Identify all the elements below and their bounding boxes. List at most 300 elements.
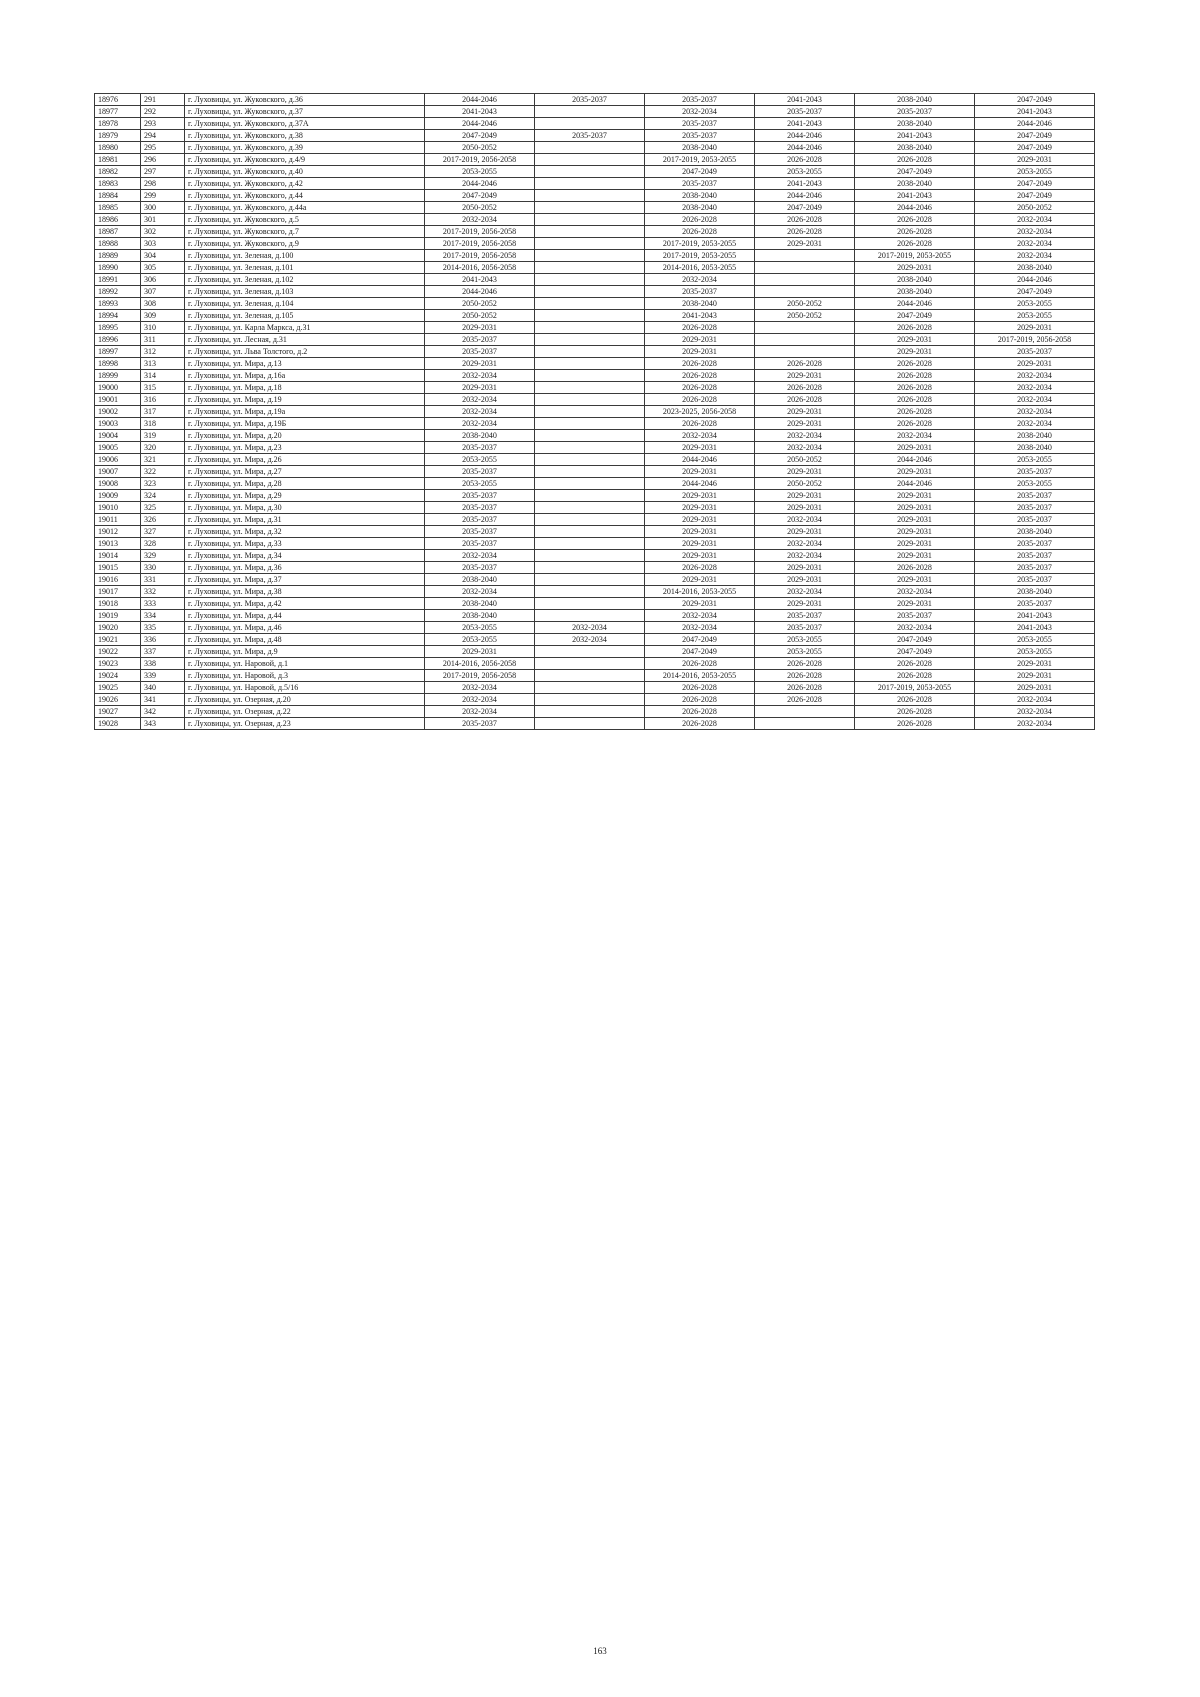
table-cell — [535, 406, 645, 418]
table-cell: 2053-2055 — [975, 166, 1095, 178]
table-cell: 2035-2037 — [535, 130, 645, 142]
table-cell: 2044-2046 — [855, 478, 975, 490]
table-cell: 2023-2025, 2056-2058 — [645, 406, 755, 418]
table-cell: 2032-2034 — [975, 718, 1095, 730]
table-cell: 2029-2031 — [855, 598, 975, 610]
table-cell: 2029-2031 — [975, 658, 1095, 670]
table-cell: г. Луховицы, ул. Мира, д.38 — [185, 586, 425, 598]
table-cell — [535, 370, 645, 382]
table-cell: 2053-2055 — [755, 166, 855, 178]
table-cell: 2032-2034 — [975, 370, 1095, 382]
table-cell: г. Луховицы, ул. Жуковского, д.37А — [185, 118, 425, 130]
table-cell: 18995 — [95, 322, 141, 334]
table-row — [95, 202, 1095, 214]
table-cell: 302 — [141, 226, 185, 238]
table-row — [95, 718, 1095, 730]
table-row — [95, 562, 1095, 574]
table-cell: 2035-2037 — [975, 502, 1095, 514]
table-cell: 18996 — [95, 334, 141, 346]
table-cell: г. Луховицы, ул. Мира, д.46 — [185, 622, 425, 634]
table-row — [95, 370, 1095, 382]
table-cell: 2026-2028 — [855, 694, 975, 706]
table-row — [95, 622, 1095, 634]
table-row — [95, 478, 1095, 490]
table-cell — [535, 442, 645, 454]
table-cell: 299 — [141, 190, 185, 202]
table-cell — [535, 430, 645, 442]
table-row — [95, 514, 1095, 526]
table-cell: г. Луховицы, ул. Мира, д.33 — [185, 538, 425, 550]
table-cell: 2026-2028 — [645, 718, 755, 730]
table-cell: 307 — [141, 286, 185, 298]
table-cell: 2026-2028 — [645, 382, 755, 394]
table-cell — [535, 562, 645, 574]
table-cell — [535, 706, 645, 718]
table-cell: 2050-2052 — [975, 202, 1095, 214]
table-cell: 18992 — [95, 286, 141, 298]
table-cell: 2032-2034 — [755, 586, 855, 598]
table-cell: 19002 — [95, 406, 141, 418]
table-cell: 2041-2043 — [755, 118, 855, 130]
table-cell: 2029-2031 — [855, 490, 975, 502]
table-row — [95, 322, 1095, 334]
table-cell: 2026-2028 — [755, 658, 855, 670]
table-cell: 2050-2052 — [425, 310, 535, 322]
table-cell: 2053-2055 — [425, 166, 535, 178]
table-cell: 2047-2049 — [855, 646, 975, 658]
table-cell: 2029-2031 — [645, 502, 755, 514]
table-cell — [535, 286, 645, 298]
table-cell: 337 — [141, 646, 185, 658]
table-row — [95, 238, 1095, 250]
table-cell: 2029-2031 — [645, 514, 755, 526]
table-cell — [535, 538, 645, 550]
table-cell: 339 — [141, 670, 185, 682]
table-cell: 18984 — [95, 190, 141, 202]
table-row — [95, 358, 1095, 370]
table-cell: 336 — [141, 634, 185, 646]
table-cell: 18990 — [95, 262, 141, 274]
table-row — [95, 418, 1095, 430]
table-cell: 2017-2019, 2056-2058 — [425, 250, 535, 262]
table-cell: 2017-2019, 2056-2058 — [425, 238, 535, 250]
table-cell: 2050-2052 — [755, 454, 855, 466]
table-cell: 2035-2037 — [425, 526, 535, 538]
table-cell: 18979 — [95, 130, 141, 142]
table-cell: 2035-2037 — [425, 562, 535, 574]
table-cell: 2050-2052 — [425, 298, 535, 310]
table-row — [95, 346, 1095, 358]
table-cell: 2044-2046 — [855, 298, 975, 310]
table-cell: г. Луховицы, ул. Зеленая, д.100 — [185, 250, 425, 262]
table-cell: 2047-2049 — [755, 202, 855, 214]
table-cell: 2047-2049 — [975, 94, 1095, 106]
table-cell: 2032-2034 — [755, 442, 855, 454]
table-cell: 2035-2037 — [975, 574, 1095, 586]
table-cell: 2029-2031 — [975, 322, 1095, 334]
table-cell: 2053-2055 — [755, 646, 855, 658]
table-row — [95, 106, 1095, 118]
table-cell: 2047-2049 — [975, 286, 1095, 298]
table-cell: 2053-2055 — [975, 454, 1095, 466]
table-cell: 2029-2031 — [755, 370, 855, 382]
table-cell: 340 — [141, 682, 185, 694]
table-cell: г. Луховицы, ул. Зеленая, д.104 — [185, 298, 425, 310]
table-cell: г. Луховицы, ул. Мира, д.32 — [185, 526, 425, 538]
table-row — [95, 646, 1095, 658]
table-cell: 2035-2037 — [975, 490, 1095, 502]
table-cell: 19010 — [95, 502, 141, 514]
table-cell: 2050-2052 — [755, 298, 855, 310]
table-cell: 2029-2031 — [645, 538, 755, 550]
table-cell: 2032-2034 — [425, 694, 535, 706]
table-cell: г. Луховицы, ул. Наровой, д.3 — [185, 670, 425, 682]
table-cell: 2029-2031 — [975, 682, 1095, 694]
table-cell: 2029-2031 — [425, 322, 535, 334]
table-cell: 2053-2055 — [425, 634, 535, 646]
table-cell: 19022 — [95, 646, 141, 658]
table-cell: 343 — [141, 718, 185, 730]
table-cell: 19014 — [95, 550, 141, 562]
table-cell — [535, 694, 645, 706]
table-row — [95, 166, 1095, 178]
table-cell: 2029-2031 — [645, 490, 755, 502]
table-cell: 2047-2049 — [975, 178, 1095, 190]
table-cell: г. Луховицы, ул. Наровой, д.5/16 — [185, 682, 425, 694]
table-cell: 320 — [141, 442, 185, 454]
table-cell: г. Луховицы, ул. Зеленая, д.102 — [185, 274, 425, 286]
table-cell: 2032-2034 — [755, 430, 855, 442]
table-cell: 2026-2028 — [855, 370, 975, 382]
table-cell: 2029-2031 — [975, 154, 1095, 166]
table-cell: 332 — [141, 586, 185, 598]
table-cell: 2050-2052 — [755, 310, 855, 322]
page-number: 163 — [593, 1646, 607, 1656]
table-cell: 312 — [141, 346, 185, 358]
table-cell — [535, 154, 645, 166]
table-cell: 2026-2028 — [755, 682, 855, 694]
table-cell: 2035-2037 — [425, 466, 535, 478]
table-cell: 2029-2031 — [755, 574, 855, 586]
table-cell — [535, 358, 645, 370]
table-cell: 2014-2016, 2053-2055 — [645, 262, 755, 274]
table-cell: 2029-2031 — [855, 514, 975, 526]
table-cell: 2029-2031 — [855, 502, 975, 514]
table-cell: 333 — [141, 598, 185, 610]
table-cell — [535, 526, 645, 538]
table-cell: г. Луховицы, ул. Мира, д.18 — [185, 382, 425, 394]
table-row — [95, 610, 1095, 622]
table-cell: 2026-2028 — [855, 418, 975, 430]
table-cell: 309 — [141, 310, 185, 322]
table-cell: 314 — [141, 370, 185, 382]
table-cell: 2026-2028 — [645, 694, 755, 706]
table-cell: 2050-2052 — [425, 142, 535, 154]
table-cell: 19013 — [95, 538, 141, 550]
table-cell: 2029-2031 — [855, 262, 975, 274]
table-cell: 2032-2034 — [425, 406, 535, 418]
table-cell — [535, 214, 645, 226]
table-cell: 2014-2016, 2056-2058 — [425, 658, 535, 670]
table-cell: 19016 — [95, 574, 141, 586]
table-cell: 2035-2037 — [425, 514, 535, 526]
table-row — [95, 682, 1095, 694]
table-cell — [535, 226, 645, 238]
table-cell: 2032-2034 — [755, 550, 855, 562]
table-cell: 2035-2037 — [975, 562, 1095, 574]
table-cell: 2026-2028 — [855, 658, 975, 670]
table-cell: 2035-2037 — [975, 598, 1095, 610]
table-cell: 2014-2016, 2053-2055 — [645, 586, 755, 598]
table-cell: 2035-2037 — [975, 466, 1095, 478]
table-cell: 2035-2037 — [645, 118, 755, 130]
table-cell: 2029-2031 — [645, 466, 755, 478]
table-cell: г. Луховицы, ул. Озерная, д.22 — [185, 706, 425, 718]
table-cell: 2053-2055 — [975, 634, 1095, 646]
table-cell: г. Луховицы, ул. Мира, д.19а — [185, 406, 425, 418]
table-cell: 327 — [141, 526, 185, 538]
table-cell: 2032-2034 — [645, 106, 755, 118]
table-cell: 301 — [141, 214, 185, 226]
table-cell: 2047-2049 — [975, 130, 1095, 142]
table-row — [95, 334, 1095, 346]
table-cell: 2029-2031 — [425, 382, 535, 394]
table-cell: 2026-2028 — [755, 214, 855, 226]
table-cell: 2032-2034 — [645, 610, 755, 622]
table-cell: 305 — [141, 262, 185, 274]
table-row — [95, 442, 1095, 454]
table-cell: 2026-2028 — [755, 226, 855, 238]
table-cell: 325 — [141, 502, 185, 514]
table-row — [95, 502, 1095, 514]
table-cell: 2038-2040 — [975, 586, 1095, 598]
table-cell: 2038-2040 — [975, 442, 1095, 454]
table-cell: г. Луховицы, ул. Мира, д.19 — [185, 394, 425, 406]
table-cell: 2044-2046 — [975, 274, 1095, 286]
table-row — [95, 286, 1095, 298]
table-cell: 2026-2028 — [855, 358, 975, 370]
table-cell: 18986 — [95, 214, 141, 226]
table-cell — [535, 178, 645, 190]
table-row — [95, 298, 1095, 310]
table-cell: 2035-2037 — [645, 178, 755, 190]
table-cell: 2029-2031 — [855, 574, 975, 586]
table-row — [95, 706, 1095, 718]
table-cell: 2038-2040 — [855, 118, 975, 130]
table-cell: 2053-2055 — [975, 646, 1095, 658]
table-cell: 2053-2055 — [425, 622, 535, 634]
table-cell: 2038-2040 — [645, 190, 755, 202]
table-cell: 2038-2040 — [425, 598, 535, 610]
table-cell — [535, 106, 645, 118]
table-cell — [535, 550, 645, 562]
table-cell: г. Луховицы, ул. Жуковского, д.7 — [185, 226, 425, 238]
schedule-table — [94, 93, 1095, 730]
table-cell: 294 — [141, 130, 185, 142]
table-cell: 2047-2049 — [645, 646, 755, 658]
table-cell: 2047-2049 — [975, 190, 1095, 202]
table-cell: 2038-2040 — [645, 298, 755, 310]
table-cell — [535, 382, 645, 394]
table-cell: 2026-2028 — [855, 394, 975, 406]
table-cell: г. Луховицы, ул. Жуковского, д.36 — [185, 94, 425, 106]
table-cell: 2053-2055 — [425, 478, 535, 490]
table-cell: г. Луховицы, ул. Мира, д.29 — [185, 490, 425, 502]
table-cell: 2029-2031 — [645, 598, 755, 610]
table-cell: г. Луховицы, ул. Жуковского, д.44 — [185, 190, 425, 202]
table-cell: г. Луховицы, ул. Мира, д.36 — [185, 562, 425, 574]
table-cell: г. Луховицы, ул. Мира, д.27 — [185, 466, 425, 478]
table-row — [95, 190, 1095, 202]
table-cell: 2035-2037 — [645, 286, 755, 298]
table-row — [95, 274, 1095, 286]
table-cell: 341 — [141, 694, 185, 706]
table-cell: 2032-2034 — [975, 382, 1095, 394]
table-cell: 2026-2028 — [645, 658, 755, 670]
table-row — [95, 94, 1095, 106]
table-cell: 2032-2034 — [425, 418, 535, 430]
table-cell: 2035-2037 — [645, 130, 755, 142]
table-cell: 2026-2028 — [645, 706, 755, 718]
table-row — [95, 142, 1095, 154]
table-cell: 2017-2019, 2053-2055 — [855, 682, 975, 694]
table-cell: 2038-2040 — [425, 610, 535, 622]
table-cell: 2038-2040 — [425, 430, 535, 442]
table-row — [95, 490, 1095, 502]
table-cell: 2041-2043 — [755, 178, 855, 190]
table-row — [95, 550, 1095, 562]
table-cell: 311 — [141, 334, 185, 346]
table-cell — [535, 454, 645, 466]
table-cell: 2032-2034 — [755, 538, 855, 550]
table-cell: 19003 — [95, 418, 141, 430]
table-cell: 2044-2046 — [645, 454, 755, 466]
table-cell: 19023 — [95, 658, 141, 670]
table-cell — [535, 574, 645, 586]
table-cell — [535, 514, 645, 526]
table-cell: 2032-2034 — [855, 622, 975, 634]
table-cell: 342 — [141, 706, 185, 718]
table-cell — [535, 274, 645, 286]
table-cell: 2032-2034 — [975, 706, 1095, 718]
table-cell: 18997 — [95, 346, 141, 358]
table-cell: 2053-2055 — [975, 310, 1095, 322]
table-row — [95, 214, 1095, 226]
table-cell: 18998 — [95, 358, 141, 370]
table-cell: 2044-2046 — [855, 202, 975, 214]
table-cell — [535, 334, 645, 346]
table-cell: 2032-2034 — [755, 514, 855, 526]
table-cell: 2029-2031 — [855, 538, 975, 550]
table-cell: 19006 — [95, 454, 141, 466]
table-cell: г. Луховицы, ул. Мира, д.44 — [185, 610, 425, 622]
table-cell: 326 — [141, 514, 185, 526]
table-cell — [535, 658, 645, 670]
table-cell: 2038-2040 — [855, 142, 975, 154]
table-cell: 338 — [141, 658, 185, 670]
table-cell: 2029-2031 — [755, 598, 855, 610]
table-cell: 2047-2049 — [425, 130, 535, 142]
table-cell: 19000 — [95, 382, 141, 394]
table-cell: 2026-2028 — [645, 418, 755, 430]
table-cell: 19027 — [95, 706, 141, 718]
table-cell: 2017-2019, 2056-2058 — [425, 670, 535, 682]
table-cell: 304 — [141, 250, 185, 262]
table-cell: 19020 — [95, 622, 141, 634]
table-cell — [535, 490, 645, 502]
table-cell: г. Луховицы, ул. Жуковского, д.4/9 — [185, 154, 425, 166]
table-cell: 2038-2040 — [425, 574, 535, 586]
table-cell: г. Луховицы, ул. Мира, д.48 — [185, 634, 425, 646]
table-cell: 19024 — [95, 670, 141, 682]
table-cell: 2029-2031 — [975, 358, 1095, 370]
table-cell: 2032-2034 — [975, 250, 1095, 262]
table-cell: 18978 — [95, 118, 141, 130]
table-cell: 2017-2019, 2053-2055 — [645, 238, 755, 250]
table-cell: 306 — [141, 274, 185, 286]
table-cell: 2032-2034 — [855, 430, 975, 442]
table-cell: 2026-2028 — [645, 394, 755, 406]
table-cell: 19009 — [95, 490, 141, 502]
table-cell: 2026-2028 — [645, 322, 755, 334]
table-cell: 2026-2028 — [755, 358, 855, 370]
table-cell: 2029-2031 — [425, 358, 535, 370]
table-cell: 2032-2034 — [425, 586, 535, 598]
table-cell: 2026-2028 — [645, 214, 755, 226]
table-cell: 2053-2055 — [975, 478, 1095, 490]
table-cell: 2026-2028 — [855, 706, 975, 718]
table-cell: 2026-2028 — [855, 406, 975, 418]
table-row — [95, 118, 1095, 130]
table-cell — [535, 598, 645, 610]
table-cell — [535, 142, 645, 154]
table-cell: 18999 — [95, 370, 141, 382]
table-cell: г. Луховицы, ул. Мира, д.42 — [185, 598, 425, 610]
table-cell: 2026-2028 — [755, 394, 855, 406]
table-cell: 2044-2046 — [425, 118, 535, 130]
table-cell: 19015 — [95, 562, 141, 574]
table-cell: г. Луховицы, ул. Жуковского, д.5 — [185, 214, 425, 226]
table-cell: 2041-2043 — [425, 274, 535, 286]
table-cell — [535, 166, 645, 178]
table-cell: 2044-2046 — [975, 118, 1095, 130]
table-cell: 303 — [141, 238, 185, 250]
table-cell: 2032-2034 — [975, 238, 1095, 250]
table-cell: 2032-2034 — [535, 634, 645, 646]
table-cell: 2029-2031 — [645, 334, 755, 346]
table-cell: 2035-2037 — [425, 442, 535, 454]
table-cell: 2029-2031 — [755, 562, 855, 574]
table-cell: 293 — [141, 118, 185, 130]
table-cell: 2014-2016, 2053-2055 — [645, 670, 755, 682]
table-cell: 2017-2019, 2053-2055 — [645, 154, 755, 166]
table-cell — [755, 718, 855, 730]
table-cell: 2044-2046 — [755, 130, 855, 142]
table-cell: 315 — [141, 382, 185, 394]
table-cell — [755, 346, 855, 358]
table-cell: 2029-2031 — [645, 346, 755, 358]
table-row — [95, 658, 1095, 670]
table-row — [95, 634, 1095, 646]
table-cell: 2041-2043 — [975, 106, 1095, 118]
table-cell: 2017-2019, 2056-2058 — [975, 334, 1095, 346]
table-cell: 2032-2034 — [645, 622, 755, 634]
table-cell: 319 — [141, 430, 185, 442]
table-cell — [535, 190, 645, 202]
table-cell: 2029-2031 — [645, 526, 755, 538]
table-cell: г. Луховицы, ул. Жуковского, д.39 — [185, 142, 425, 154]
table-cell: 2029-2031 — [755, 502, 855, 514]
